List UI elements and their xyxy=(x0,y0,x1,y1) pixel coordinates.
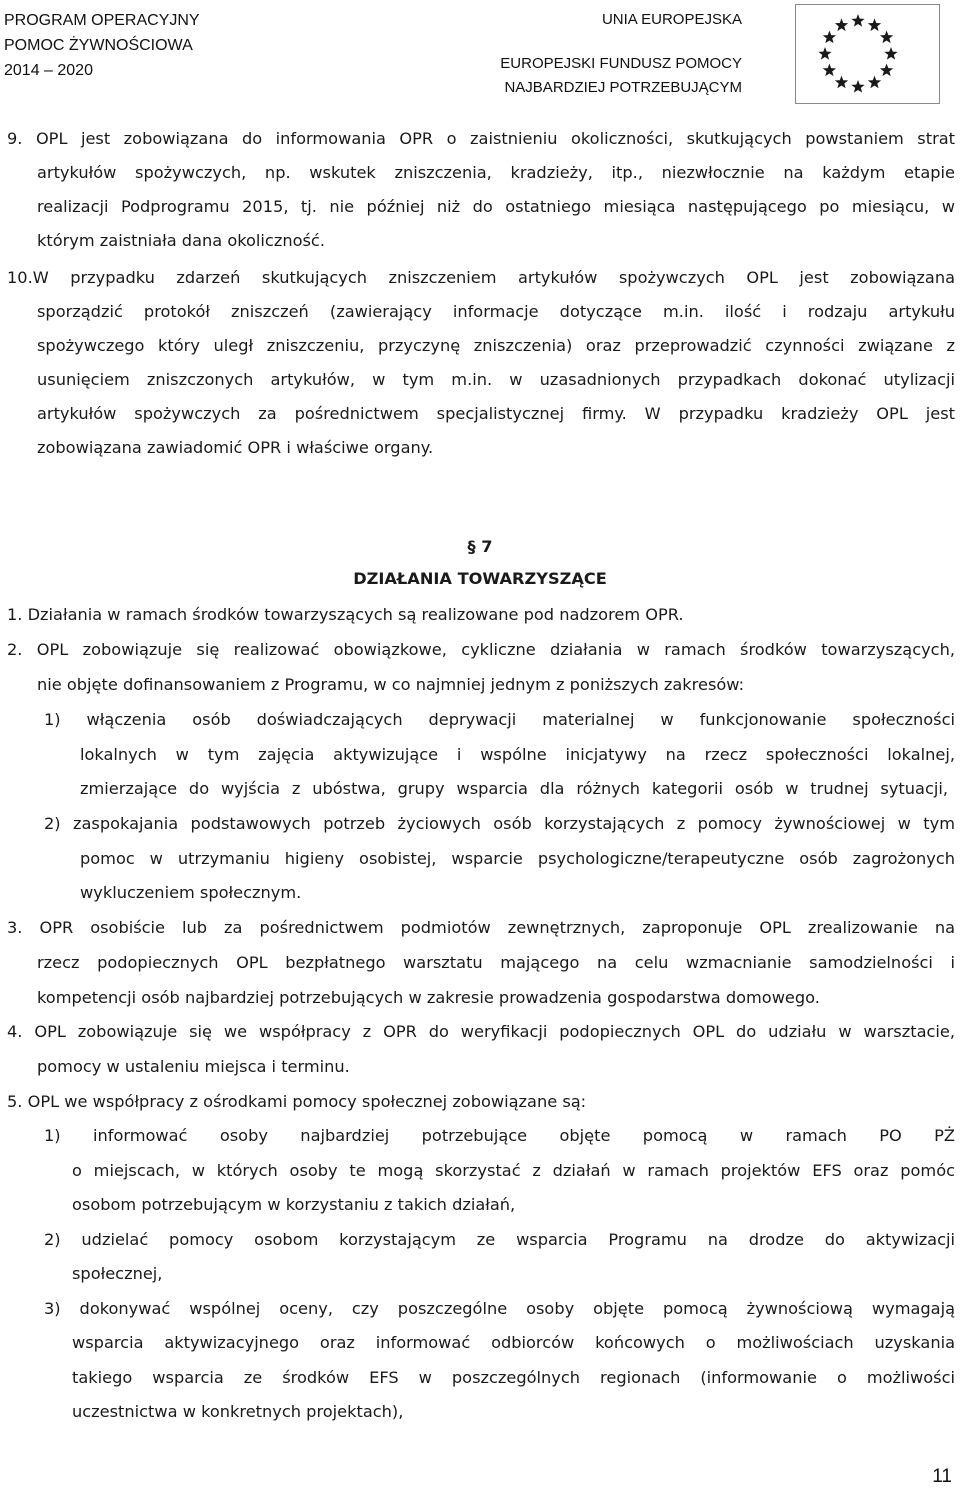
paragraph-line: 2. OPL zobowiązuje się realizować obowiązkowe, cykliczne działania w ramach środków towarzyszących, xyxy=(7,640,955,659)
star-icon xyxy=(851,80,864,93)
eu-stars-flag-icon xyxy=(795,4,940,104)
paragraph-line: 9. OPL jest zobowiązana do informowania OPR o zaistnieniu okoliczności, skutkujących powstaniem strat xyxy=(7,129,955,148)
list-item-line: 2) udzielać pomocy osobom korzystającym ze wsparcia Programu na drodze do aktywizacji xyxy=(44,1230,955,1249)
section-number: § 7 xyxy=(467,537,493,556)
program-name-line: POMOC ŻYWNOŚCIOWA xyxy=(4,37,193,54)
list-item-line: osobom potrzebującym w korzystaniu z takich działań, xyxy=(72,1195,516,1214)
fund-name-line: EUROPEJSKI FUNDUSZ POMOCY xyxy=(500,55,742,72)
paragraph-line: artykułów spożywczych za pośrednictwem specjalistycznej firmy. W przypadku kradzieży OPL jest xyxy=(37,404,955,423)
paragraph-line: którym zaistniała dana okoliczność. xyxy=(37,231,325,250)
program-years: 2014 – 2020 xyxy=(4,62,93,79)
star-icon xyxy=(823,64,836,77)
paragraph-line: 4. OPL zobowiązuje się we współpracy z OPR do weryfikacji podopiecznych OPL do udziału w warsztacie, xyxy=(7,1022,955,1041)
paragraph-line: sporządzić protokół zniszczeń (zawierający informacje dotyczące m.in. ilość i rodzaju artykułu xyxy=(37,302,955,321)
paragraph-line: realizacji Podprogramu 2015, tj. nie później niż do ostatniego miesiąca następującego po miesiącu, w xyxy=(37,197,955,216)
paragraph-line: 5. OPL we współpracy z ośrodkami pomocy społecznej zobowiązane są: xyxy=(7,1092,587,1111)
list-item-line: uczestnictwa w konkretnych projektach), xyxy=(72,1402,404,1421)
list-item-line: 1) włączenia osób doświadczających deprywacji materialnej w funkcjonowanie społeczności xyxy=(44,710,955,729)
eu-fund-block xyxy=(500,8,742,100)
star-icon xyxy=(884,47,897,60)
list-item-line: 1) informować osoby najbardziej potrzebujące objęte pomocą w ramach PO PŻ xyxy=(44,1126,955,1145)
program-name-line: PROGRAM OPERACYJNY xyxy=(4,12,200,29)
paragraph-line: pomocy w ustaleniu miejsca i terminu. xyxy=(37,1057,350,1076)
list-item-line: lokalnych w tym zajęcia aktywizujące i wspólne inicjatywy na rzecz społeczności lokalnej, xyxy=(80,745,955,764)
section-title: DZIAŁANIA TOWARZYSZĄCE xyxy=(353,569,607,588)
star-icon xyxy=(851,14,864,27)
star-icon xyxy=(868,76,881,89)
list-item-line: społecznej, xyxy=(72,1264,163,1283)
program-name-block xyxy=(4,8,200,83)
list-item-line: o miejscach, w których osoby te mogą skorzystać z działań w ramach projektów EFS oraz pomóc xyxy=(72,1161,955,1180)
eu-name: UNIA EUROPEJSKA xyxy=(601,11,742,28)
paragraph-line: nie objęte dofinansowaniem z Programu, w co najmniej jednym z poniższych zakresów: xyxy=(37,675,745,694)
star-icon xyxy=(835,76,848,89)
star-icon xyxy=(823,31,836,44)
paragraph-line: 3. OPR osobiście lub za pośrednictwem podmiotów zewnętrznych, zaproponuje OPL zrealizowanie na xyxy=(7,918,955,937)
paragraph-line: 1. Działania w ramach środków towarzyszących są realizowane pod nadzorem OPR. xyxy=(7,605,684,624)
list-item-line: wykluczeniem społecznym. xyxy=(80,883,302,902)
star-icon xyxy=(818,47,831,60)
star-icon xyxy=(835,18,848,31)
paragraph-line: usunięciem zniszczonych artykułów, w tym m.in. w uzasadnionych przypadkach dokonać utylizacji xyxy=(37,370,955,389)
paragraph-line: spożywczego który uległ zniszczeniu, przyczynę zniszczenia) oraz przeprowadzić czynności związane z xyxy=(37,336,955,355)
star-icon xyxy=(868,18,881,31)
paragraph-line: rzecz podopiecznych OPL bezpłatnego warsztatu mającego na celu wzmacnianie samodzielności i xyxy=(37,953,955,972)
paragraph-line: zobowiązana zawiadomić OPR i właściwe organy. xyxy=(37,438,434,457)
list-item-line: 2) zaspokajania podstawowych potrzeb życiowych osób korzystających z pomocy żywnościowej w tym xyxy=(44,814,955,833)
list-item-line: wsparcia aktywizacyjnego oraz informować odbiorców końcowych o możliwościach uzyskania xyxy=(72,1333,955,1352)
paragraph-line: artykułów spożywczych, np. wskutek zniszczenia, kradzieży, itp., niezwłocznie na każdym etapie xyxy=(37,163,955,182)
star-icon xyxy=(880,64,893,77)
list-item-line: pomoc w utrzymaniu higieny osobistej, wsparcie psychologiczne/terapeutyczne osób zagrożonych xyxy=(80,849,955,868)
paragraph-line: kompetencji osób najbardziej potrzebujących w zakresie prowadzenia gospodarstwa domowego. xyxy=(37,988,820,1007)
page-number: 11 xyxy=(932,1466,952,1487)
page-header xyxy=(0,0,960,120)
paragraph-line: 10.W przypadku zdarzeń skutkujących zniszczeniem artykułów spożywczych OPL jest zobowiązana xyxy=(7,268,955,287)
fund-name-line: NAJBARDZIEJ POTRZEBUJĄCYM xyxy=(504,79,742,96)
list-item-line: 3) dokonywać wspólnej oceny, czy poszczególne osoby objęte pomocą żywnościową wymagają xyxy=(44,1299,955,1318)
list-item-line: takiego wsparcia ze środków EFS w poszczególnych regionach (informowanie o możliwości xyxy=(72,1368,955,1387)
star-icon xyxy=(880,31,893,44)
list-item-line: zmierzające do wyjścia z ubóstwa, grupy wsparcia dla różnych kategorii osób w trudnej sytuacji, xyxy=(80,779,948,798)
